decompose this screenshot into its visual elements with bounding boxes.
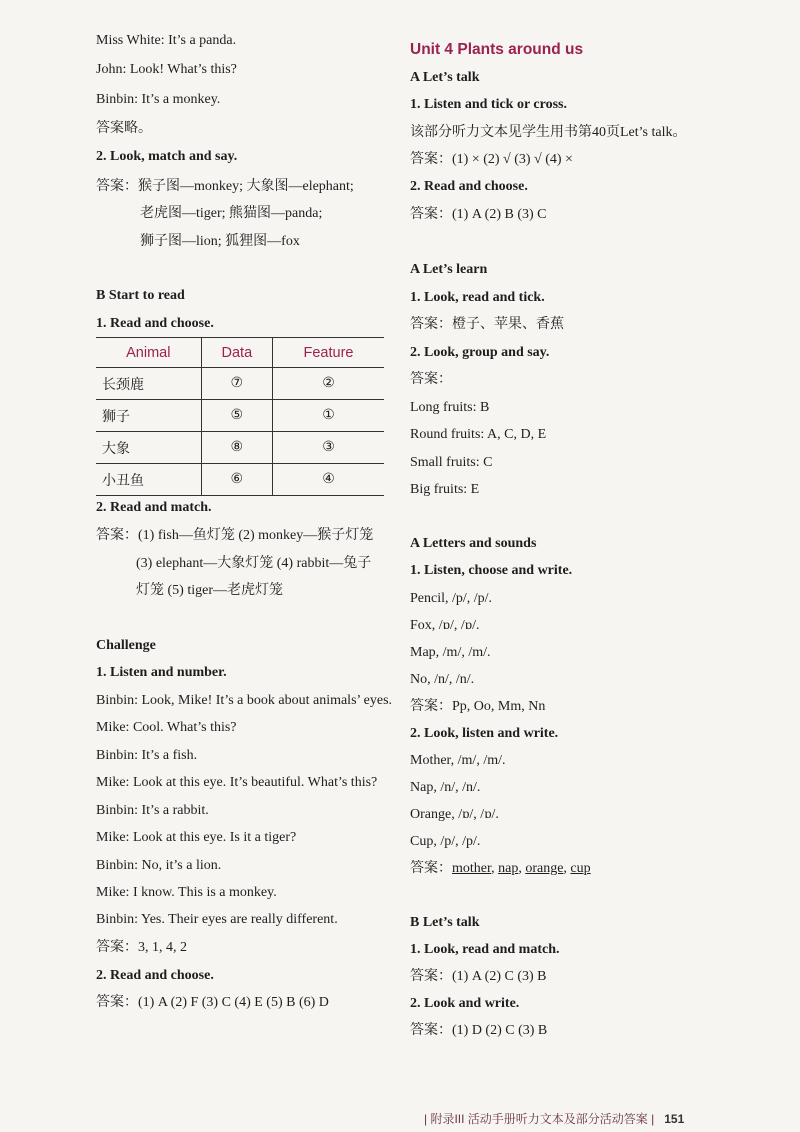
answer-line: 该部分听力文本见学生用书第40页Let’s talk。 <box>410 125 687 140</box>
dialogue-line: Binbin: Look, Mike! It’s a book about animals’ eyes. <box>96 693 393 708</box>
table-cell: ② <box>273 368 384 400</box>
section-heading: Challenge <box>96 638 156 653</box>
exercise-heading: 2. Read and match. <box>96 500 212 515</box>
answer-line: Pencil, /p/, /p/. <box>410 591 493 606</box>
answer-line: Nap, /n/, /n/. <box>410 780 481 795</box>
table-header: Data <box>201 338 272 368</box>
table-cell: ③ <box>273 432 384 464</box>
section-heading: B Start to read <box>96 288 185 303</box>
dialogue-line: Mike: I know. This is a monkey. <box>96 885 277 900</box>
table-cell: 小丑鱼 <box>96 464 201 496</box>
answer-line: Small fruits: C <box>410 455 493 470</box>
answer-word: mother <box>452 861 492 876</box>
table-header: Animal <box>96 338 201 368</box>
answer-line: Orange, /ɒ/, /ɒ/. <box>410 807 499 822</box>
answer-word: orange <box>525 861 564 876</box>
table-cell: ⑧ <box>201 432 272 464</box>
dialogue-line: Mike: Look at this eye. It’s beautiful. What’s this? <box>96 775 378 790</box>
answer-line: 答案：Pp, Oo, Mm, Nn <box>410 699 546 714</box>
dialogue-line: Mike: Cool. What’s this? <box>96 720 237 735</box>
answer-prefix: 答案： <box>410 861 452 876</box>
animal-data-table <box>96 337 384 496</box>
answer-word: nap <box>498 861 519 876</box>
answer-line: Map, /m/, /m/. <box>410 645 491 660</box>
dialogue-line: Binbin: It’s a fish. <box>96 748 198 763</box>
page-number: 151 <box>664 1112 685 1126</box>
table-header-row <box>96 338 384 368</box>
page-footer <box>424 1110 684 1127</box>
dialogue-line: Binbin: No, it’s a lion. <box>96 858 222 873</box>
table-row <box>96 464 384 496</box>
exercise-heading: 2. Look and write. <box>410 996 520 1011</box>
footer-title: | 附录III 活动手册听力文本及部分活动答案 | <box>424 1112 655 1126</box>
table-cell: ⑥ <box>201 464 272 496</box>
section-heading: A Letters and sounds <box>410 536 537 551</box>
answer-line: Mother, /m/, /m/. <box>410 753 506 768</box>
answer-word: cup <box>570 861 591 876</box>
exercise-heading: 2. Look, listen and write. <box>410 726 559 741</box>
exercise-heading: 1. Listen, choose and write. <box>410 563 573 578</box>
table-row <box>96 400 384 432</box>
answer-line: Big fruits: E <box>410 482 480 497</box>
table-header: Feature <box>273 338 384 368</box>
answer-line: 答案：(1) A (2) B (3) C <box>410 207 547 222</box>
answer-line: 老虎图—tiger; 熊猫图—panda; <box>140 206 323 221</box>
table-cell: ④ <box>273 464 384 496</box>
table-cell: 长颈鹿 <box>96 368 201 400</box>
section-heading: A Let’s learn <box>410 262 488 277</box>
unit-title: Unit 4 Plants around us <box>410 41 584 58</box>
answer-line: 答案：猴子图—monkey; 大象图—elephant; <box>96 179 354 194</box>
exercise-heading: 2. Look, group and say. <box>410 345 550 360</box>
dialogue-line: Binbin: It’s a monkey. <box>96 92 221 107</box>
dialogue-line: Binbin: It’s a rabbit. <box>96 803 209 818</box>
exercise-heading: 2. Read and choose. <box>96 968 214 983</box>
answer-line: Long fruits: B <box>410 400 490 415</box>
exercise-heading: 1. Listen and tick or cross. <box>410 97 567 112</box>
table-row <box>96 368 384 400</box>
section-heading: B Let’s talk <box>410 915 480 930</box>
answer-line: Cup, /p/, /p/. <box>410 834 481 849</box>
exercise-heading: 1. Look, read and tick. <box>410 290 545 305</box>
answer-line: 灯笼 (5) tiger—老虎灯笼 <box>136 583 283 598</box>
answer-line: 狮子图—lion; 狐狸图—fox <box>140 234 300 249</box>
exercise-heading: 1. Read and choose. <box>96 316 214 331</box>
dialogue-line: Mike: Look at this eye. Is it a tiger? <box>96 830 297 845</box>
exercise-heading: 2. Look, match and say. <box>96 149 238 164</box>
dialogue-line: John: Look! What’s this? <box>96 62 237 77</box>
answer-line: 答案略。 <box>96 121 152 136</box>
answer-line: 答案： <box>410 372 452 387</box>
table-cell: 狮子 <box>96 400 201 432</box>
answer-line: (3) elephant—大象灯笼 (4) rabbit—兔子 <box>136 556 372 571</box>
dialogue-line: Binbin: Yes. Their eyes are really different. <box>96 912 338 927</box>
section-heading: A Let’s talk <box>410 70 480 85</box>
table-cell: ① <box>273 400 384 432</box>
answer-line: No, /n/, /n/. <box>410 672 475 687</box>
table-cell: 大象 <box>96 432 201 464</box>
answer-line: Round fruits: A, C, D, E <box>410 427 547 442</box>
answer-line: 答案：(1) × (2) √ (3) √ (4) × <box>410 152 573 167</box>
answer-line: 答案：mother, nap, orange, cup <box>410 861 591 876</box>
answer-line: 答案：橙子、苹果、香蕉 <box>410 317 564 332</box>
table-cell: ⑦ <box>201 368 272 400</box>
exercise-heading: 1. Look, read and match. <box>410 942 560 957</box>
table-row <box>96 432 384 464</box>
answer-line: 答案：(1) D (2) C (3) B <box>410 1023 548 1038</box>
exercise-heading: 1. Listen and number. <box>96 665 227 680</box>
table-cell: ⑤ <box>201 400 272 432</box>
answer-line: 答案：(1) A (2) C (3) B <box>410 969 547 984</box>
answer-line: Fox, /ɒ/, /ɒ/. <box>410 618 480 633</box>
dialogue-line: Miss White: It’s a panda. <box>96 33 237 48</box>
answer-line: 答案：(1) fish—鱼灯笼 (2) monkey—猴子灯笼 <box>96 528 374 543</box>
answer-line: 答案：(1) A (2) F (3) C (4) E (5) B (6) D <box>96 995 329 1010</box>
exercise-heading: 2. Read and choose. <box>410 179 528 194</box>
answer-line: 答案：3, 1, 4, 2 <box>96 940 187 955</box>
